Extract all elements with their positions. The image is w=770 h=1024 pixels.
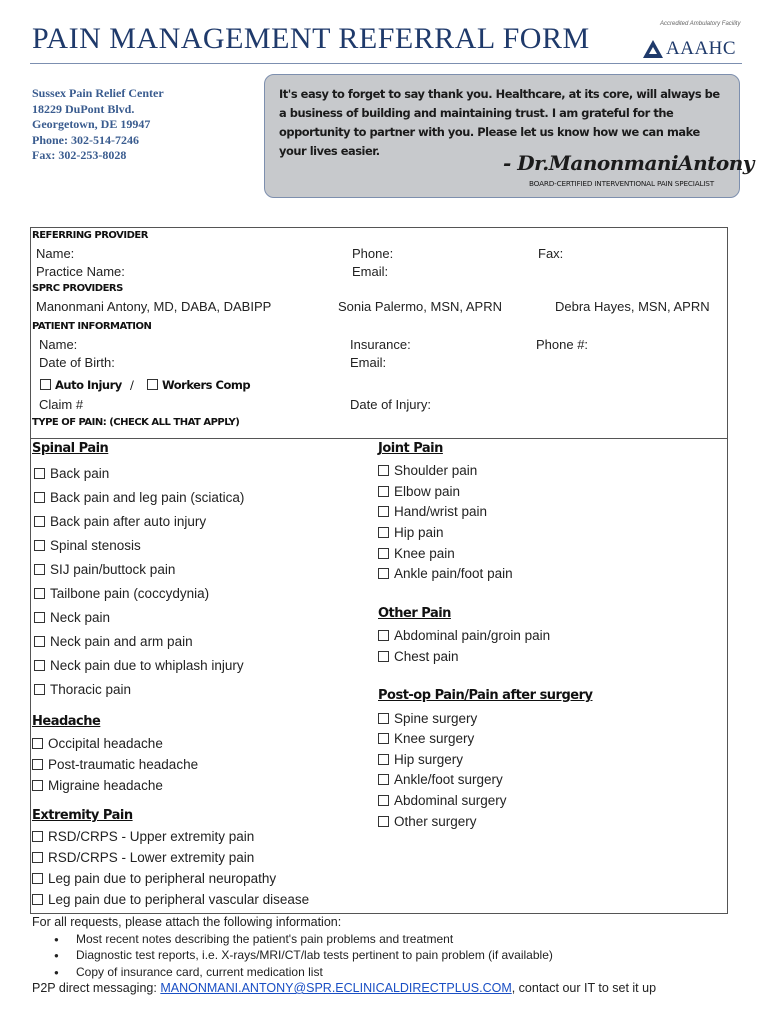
referring-practice-label[interactable]: Practice Name: (36, 264, 125, 279)
checkbox[interactable] (32, 738, 43, 749)
referring-provider-heading: REFERRING PROVIDER (32, 230, 148, 241)
joint-item-hip[interactable]: Hip pain (378, 525, 444, 540)
extremity-item-lower[interactable]: RSD/CRPS - Lower extremity pain (32, 850, 254, 865)
clinic-address-line2: Georgetown, DE 19947 (32, 117, 151, 131)
checkbox[interactable] (378, 486, 389, 497)
provider-palermo: Sonia Palermo, MSN, APRN (338, 299, 503, 314)
postop-item-spine[interactable]: Spine surgery (378, 711, 477, 726)
checkbox[interactable] (378, 754, 389, 765)
provider-antony: Manonmani Antony, MD, DABA, DABIPP (36, 299, 272, 314)
postop-item-abdominal[interactable]: Abdominal surgery (378, 793, 507, 808)
postop-item-other[interactable]: Other surgery (378, 814, 477, 829)
thank-you-quote-box (264, 74, 754, 198)
checkbox[interactable] (378, 506, 389, 517)
checkbox[interactable] (34, 468, 45, 479)
checkbox[interactable] (34, 516, 45, 527)
spinal-item-sij[interactable]: SIJ pain/buttock pain (34, 562, 175, 577)
auto-injury-option[interactable] (40, 378, 122, 392)
clinic-phone: Phone: 302-514-7246 (32, 132, 139, 147)
spinal-item-thoracic[interactable]: Thoracic pain (34, 682, 131, 697)
checkbox[interactable] (32, 780, 43, 791)
clinic-name: Sussex Pain Relief Center (32, 86, 164, 100)
spinal-item-back-pain[interactable]: Back pain (34, 466, 109, 481)
type-of-pain-heading: TYPE OF PAIN: (CHECK ALL THAT APPLY) (32, 417, 240, 428)
claim-number-label[interactable]: Claim # (39, 397, 84, 412)
p2p-suffix: , contact our IT to set it up (511, 981, 657, 995)
checkbox[interactable] (378, 651, 389, 662)
other-item-chest[interactable]: Chest pain (378, 649, 459, 664)
attachment-item: ● Most recent notes describing the patient's pain problems and treatment (32, 931, 656, 948)
extremity-item-neuropathy[interactable]: Leg pain due to peripheral neuropathy (32, 871, 276, 886)
checkbox[interactable] (378, 465, 389, 476)
extremity-item-upper[interactable]: RSD/CRPS - Upper extremity pain (32, 829, 254, 844)
clinic-fax: Fax: 302-253-8028 (32, 148, 127, 162)
signature-title: BOARD-CERTIFIED INTERVENTIONAL PAIN SPECIALIST (529, 179, 714, 188)
checkbox[interactable] (378, 795, 389, 806)
direct-email-link[interactable]: MANONMANI.ANTONY@SPR.ECLINICALDIRECTPLUS.COM (160, 981, 512, 995)
joint-item-hand-wrist[interactable]: Hand/wrist pain (378, 504, 487, 519)
checkbox[interactable] (34, 636, 45, 647)
joint-pain-title: Joint Pain (378, 441, 443, 456)
checkbox[interactable] (378, 713, 389, 724)
checkbox[interactable] (32, 852, 43, 863)
spinal-item-neck[interactable]: Neck pain (34, 610, 110, 625)
workers-comp-label: Workers Comp (162, 378, 251, 392)
checkbox[interactable] (32, 831, 43, 842)
referring-phone-label[interactable]: Phone: (352, 246, 394, 261)
referring-email-label[interactable]: Email: (352, 264, 389, 279)
patient-information-heading: PATIENT INFORMATION (32, 321, 152, 332)
other-pain-title: Other Pain (378, 606, 451, 621)
checkbox[interactable] (34, 564, 45, 575)
headache-item-migraine[interactable]: Migraine headache (32, 778, 163, 793)
date-of-injury-label[interactable]: Date of Injury: (350, 397, 431, 412)
extremity-pain-title: Extremity Pain (32, 808, 133, 823)
joint-item-ankle-foot[interactable]: Ankle pain/foot pain (378, 566, 513, 581)
spinal-item-auto-injury[interactable]: Back pain after auto injury (34, 514, 206, 529)
postop-pain-title: Post-op Pain/Pain after surgery (378, 688, 593, 703)
checkbox[interactable] (378, 774, 389, 785)
workers-comp-checkbox[interactable] (147, 379, 158, 390)
checkbox[interactable] (378, 733, 389, 744)
provider-hayes: Debra Hayes, MSN, APRN (555, 299, 710, 314)
workers-comp-option[interactable] (147, 378, 250, 392)
clinic-info (32, 86, 164, 164)
joint-item-elbow[interactable]: Elbow pain (378, 484, 460, 499)
accreditation-text: Accredited Ambulatory Facility (660, 21, 741, 27)
checkbox[interactable] (34, 540, 45, 551)
checkbox[interactable] (32, 873, 43, 884)
spinal-item-whiplash[interactable]: Neck pain due to whiplash injury (34, 658, 244, 673)
quote-text: It's easy to forget to say thank you. Healthcare, at its core, will always be a business of building and maintaining trust. I am grateful for the opportunity to partner with you. Please let us know how we can make your lives easier. (279, 87, 720, 158)
joint-item-shoulder[interactable]: Shoulder pain (378, 463, 477, 478)
referring-fax-label[interactable]: Fax: (538, 246, 564, 261)
auto-injury-label: Auto Injury (55, 378, 122, 392)
attachment-item: ● Diagnostic test reports, i.e. X-rays/MRI/CT/lab tests pertinent to pain problem (if available) (32, 947, 656, 964)
sprc-providers-heading: SPRC PROVIDERS (32, 283, 123, 294)
checkbox[interactable] (378, 527, 389, 538)
checkbox[interactable] (378, 568, 389, 579)
postop-item-hip[interactable]: Hip surgery (378, 752, 463, 767)
footer-instructions (32, 914, 656, 997)
p2p-messaging (32, 980, 656, 997)
logo-text: AAAHC (666, 38, 737, 59)
spinal-item-sciatica[interactable]: Back pain and leg pain (sciatica) (34, 490, 244, 505)
auto-injury-checkbox[interactable] (40, 379, 51, 390)
referring-name-label[interactable]: Name: (36, 246, 75, 261)
patient-name-label[interactable]: Name: (39, 337, 78, 352)
clinic-address-line1: 18229 DuPont Blvd. (32, 101, 135, 116)
checkbox[interactable] (378, 816, 389, 827)
patient-phone-label[interactable]: Phone #: (536, 337, 589, 352)
spinal-item-neck-arm[interactable]: Neck pain and arm pain (34, 634, 193, 649)
joint-item-knee[interactable]: Knee pain (378, 546, 455, 561)
checkbox[interactable] (32, 894, 43, 905)
checkbox[interactable] (34, 492, 45, 503)
checkbox[interactable] (34, 588, 45, 599)
postop-item-knee[interactable]: Knee surgery (378, 731, 474, 746)
attachment-list (32, 931, 656, 981)
injury-separator: / (130, 378, 134, 392)
extremity-item-vascular[interactable]: Leg pain due to peripheral vascular disease (32, 892, 309, 907)
checkbox[interactable] (34, 660, 45, 671)
checkbox[interactable] (34, 684, 45, 695)
title-divider (30, 63, 742, 64)
patient-insurance-label[interactable]: Insurance: (350, 337, 411, 352)
page-title: PAIN MANAGEMENT REFERRAL FORM (32, 22, 590, 55)
checkbox[interactable] (32, 759, 43, 770)
spinal-pain-title: Spinal Pain (32, 441, 109, 456)
triangle-logo-icon (642, 39, 664, 59)
doctor-signature: - Dr.ManonmaniAntony (503, 151, 754, 175)
attachment-item: ● Copy of insurance card, current medication list (32, 964, 656, 981)
patient-email-label[interactable]: Email: (350, 355, 387, 370)
spinal-item-tailbone[interactable]: Tailbone pain (coccydynia) (34, 586, 209, 601)
postop-item-ankle-foot[interactable]: Ankle/foot surgery (378, 772, 503, 787)
checkbox[interactable] (34, 612, 45, 623)
other-item-abdominal-groin[interactable]: Abdominal pain/groin pain (378, 628, 550, 643)
checkbox[interactable] (378, 630, 389, 641)
checkbox[interactable] (378, 548, 389, 559)
footer-intro: For all requests, please attach the following information: (32, 915, 342, 929)
headache-item-post-traumatic[interactable]: Post-traumatic headache (32, 757, 198, 772)
spinal-item-stenosis[interactable]: Spinal stenosis (34, 538, 141, 553)
patient-dob-label[interactable]: Date of Birth: (39, 355, 115, 370)
headache-title: Headache (32, 714, 101, 729)
headache-item-occipital[interactable]: Occipital headache (32, 736, 163, 751)
aaahc-logo (642, 38, 736, 60)
p2p-label: P2P direct messaging: (32, 981, 157, 995)
